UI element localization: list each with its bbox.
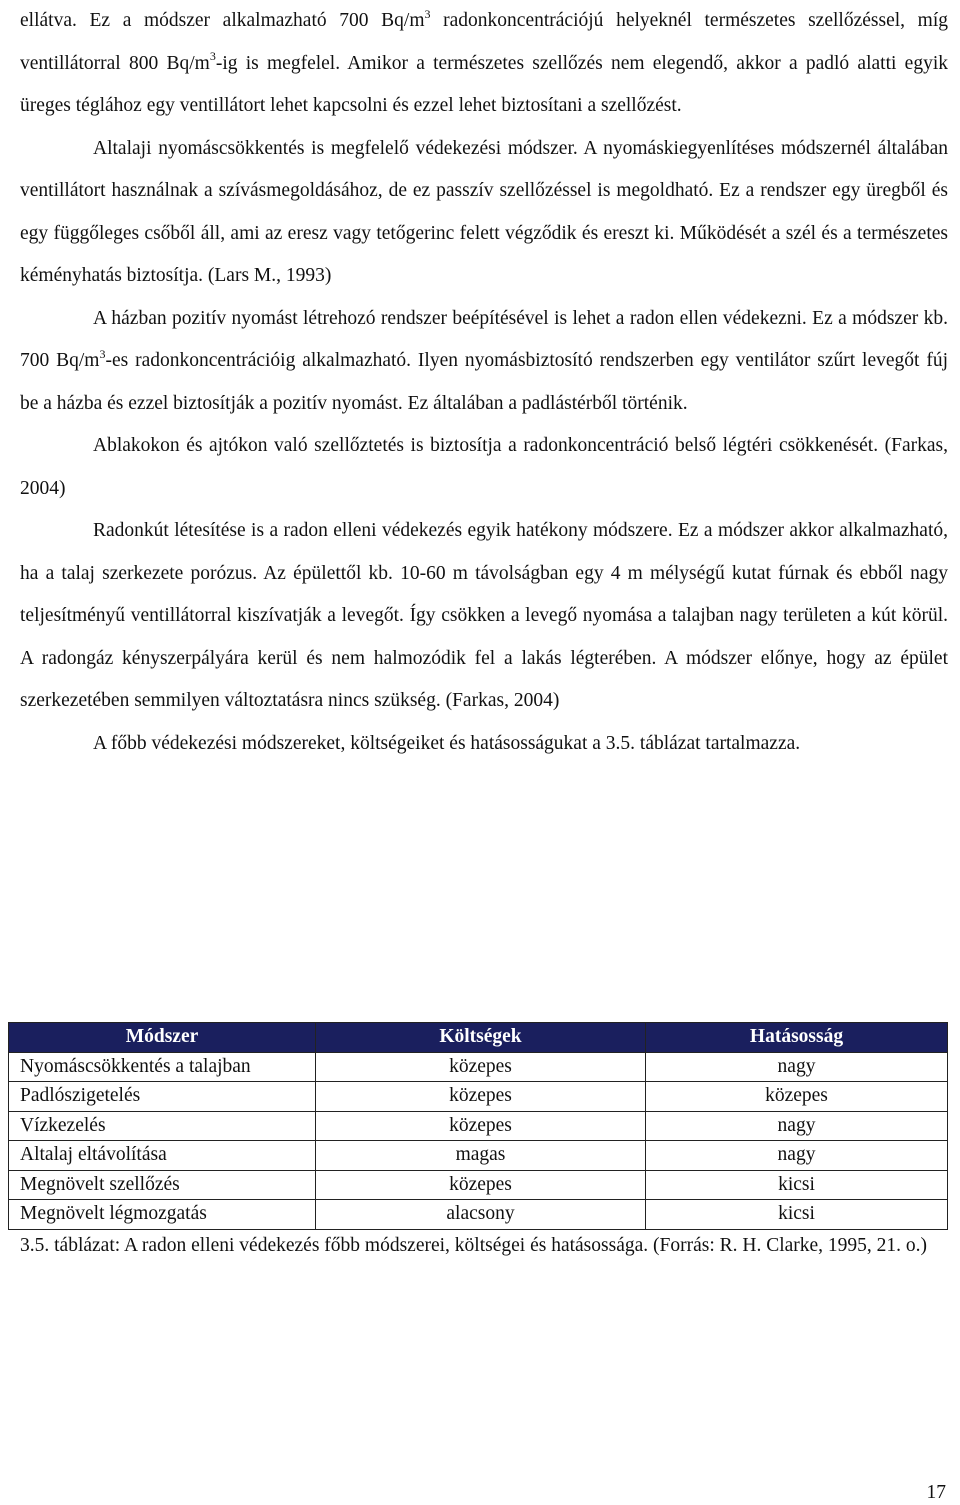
paragraph-radon-well: Radonkút létesítése is a radon elleni védekezés egyik hatékony módszere. Ez a módszer akkor alkalmazható, ha a talaj szerkezete porózus. Az épülettől kb. 10-60 m távolságban egy 4 m mélységű kutat fúrnak és ebből nagy teljesítményű ventillátorral kiszívatják a levegőt. Így csökken a levegő nyomása a talajban nagy területen a kút körül. A radongáz kényszerpályára kerül és nem halmozódik fel a lakás légterében. A módszer előnye, hogy az épület szerkezetében semmilyen változtatásra nincs szükség. (Farkas, 2004) [20,520,948,711]
table-header-row [9,1023,948,1053]
cell-cost: közepes [316,1052,646,1082]
superscript: 3 [424,6,431,21]
header-method: Módszer [9,1023,316,1053]
paragraph-window-ventilation: Ablakokon és ajtókon való szellőztetés is biztosítja a radonkoncentráció belső légtéri csökkenését. (Farkas, 2004) [20,435,948,499]
cell-cost: közepes [316,1170,646,1200]
document-body [20,0,948,765]
cell-cost: alacsony [316,1200,646,1230]
text-run: ellátva. Ez a módszer alkalmazható 700 Bq/m [20,10,425,31]
text-run: -es radonkoncentrációig alkalmazható. Ilyen nyomásbiztosító rendszerben egy ventilátor szűrt levegőt fúj be a házba és ezzel biztosítják a pozitív nyomást. Ez általában a padlástérből történik. [20,350,948,414]
cell-cost: közepes [316,1082,646,1112]
text-run: A házban pozitív nyomást létrehozó rendszer beépítésével is lehet a radon ellen védekezni. Ez a módszer kb. 700 Bq/m [20,307,948,371]
superscript: 3 [209,49,216,63]
cell-cost: magas [316,1141,646,1171]
cell-method: Nyomáscsökkentés a talajban [9,1052,316,1082]
paragraph-positive-pressure [20,298,948,426]
header-effectiveness: Hatásosság [646,1023,948,1053]
cell-method: Megnövelt szellőzés [9,1170,316,1200]
header-costs: Költségek [316,1023,646,1053]
cell-cost: közepes [316,1111,646,1141]
table-row [9,1170,948,1200]
table-caption: 3.5. táblázat: A radon elleni védekezés főbb módszerei, költségei és hatásossága. (Forrás: R. H. Clarke, 1995, 21. o.) [20,1235,928,1256]
methods-table [8,1022,948,1230]
cell-method: Megnövelt légmozgatás [9,1200,316,1230]
paragraph-subsoil-depressurization: Altalaji nyomáscsökkentés is megfelelő védekezési módszer. A nyomáskiegyenlítéses módszernél általában ventillátort használnak a szívásmegoldásához, de ez passzív szellőzéssel is megoldható. Ez a rendszer egy üregből és egy függőleges csőből áll, ami az eresz vagy tetőgerinc felett végződik és ereszt ki. Működését a szél és a természetes kéményhatás biztosítja. (Lars M., 1993) [20,137,948,286]
cell-effectiveness: közepes [646,1082,948,1112]
cell-effectiveness: kicsi [646,1170,948,1200]
text-run: radonkoncentrációjú helyeknél természetes szellőzéssel, míg ventillátorral 800 Bq/m [20,10,948,74]
cell-method: Vízkezelés [9,1111,316,1141]
table-row [9,1082,948,1112]
text-run: -ig is megfelel. Amikor a természetes szellőzés nem elegendő, akkor a padló alatti egyik üreges téglához egy ventillátort lehet kapcsolni és ezzel lehet biztosítani a szellőzést. [20,52,948,116]
cell-method: Padlószigetelés [9,1082,316,1112]
table-row [9,1052,948,1082]
table-row [9,1141,948,1171]
paragraph-ventilation-continued [20,0,948,128]
cell-effectiveness: nagy [646,1052,948,1082]
page-number: 17 [926,1482,946,1503]
table-row [9,1200,948,1230]
cell-effectiveness: nagy [646,1141,948,1171]
paragraph-table-reference: A főbb védekezési módszereket, költségeiket és hatásosságukat a 3.5. táblázat tartalmazza. [93,732,801,754]
superscript: 3 [99,346,106,361]
cell-effectiveness: kicsi [646,1200,948,1230]
cell-effectiveness: nagy [646,1111,948,1141]
cell-method: Altalaj eltávolítása [9,1141,316,1171]
table-row [9,1111,948,1141]
